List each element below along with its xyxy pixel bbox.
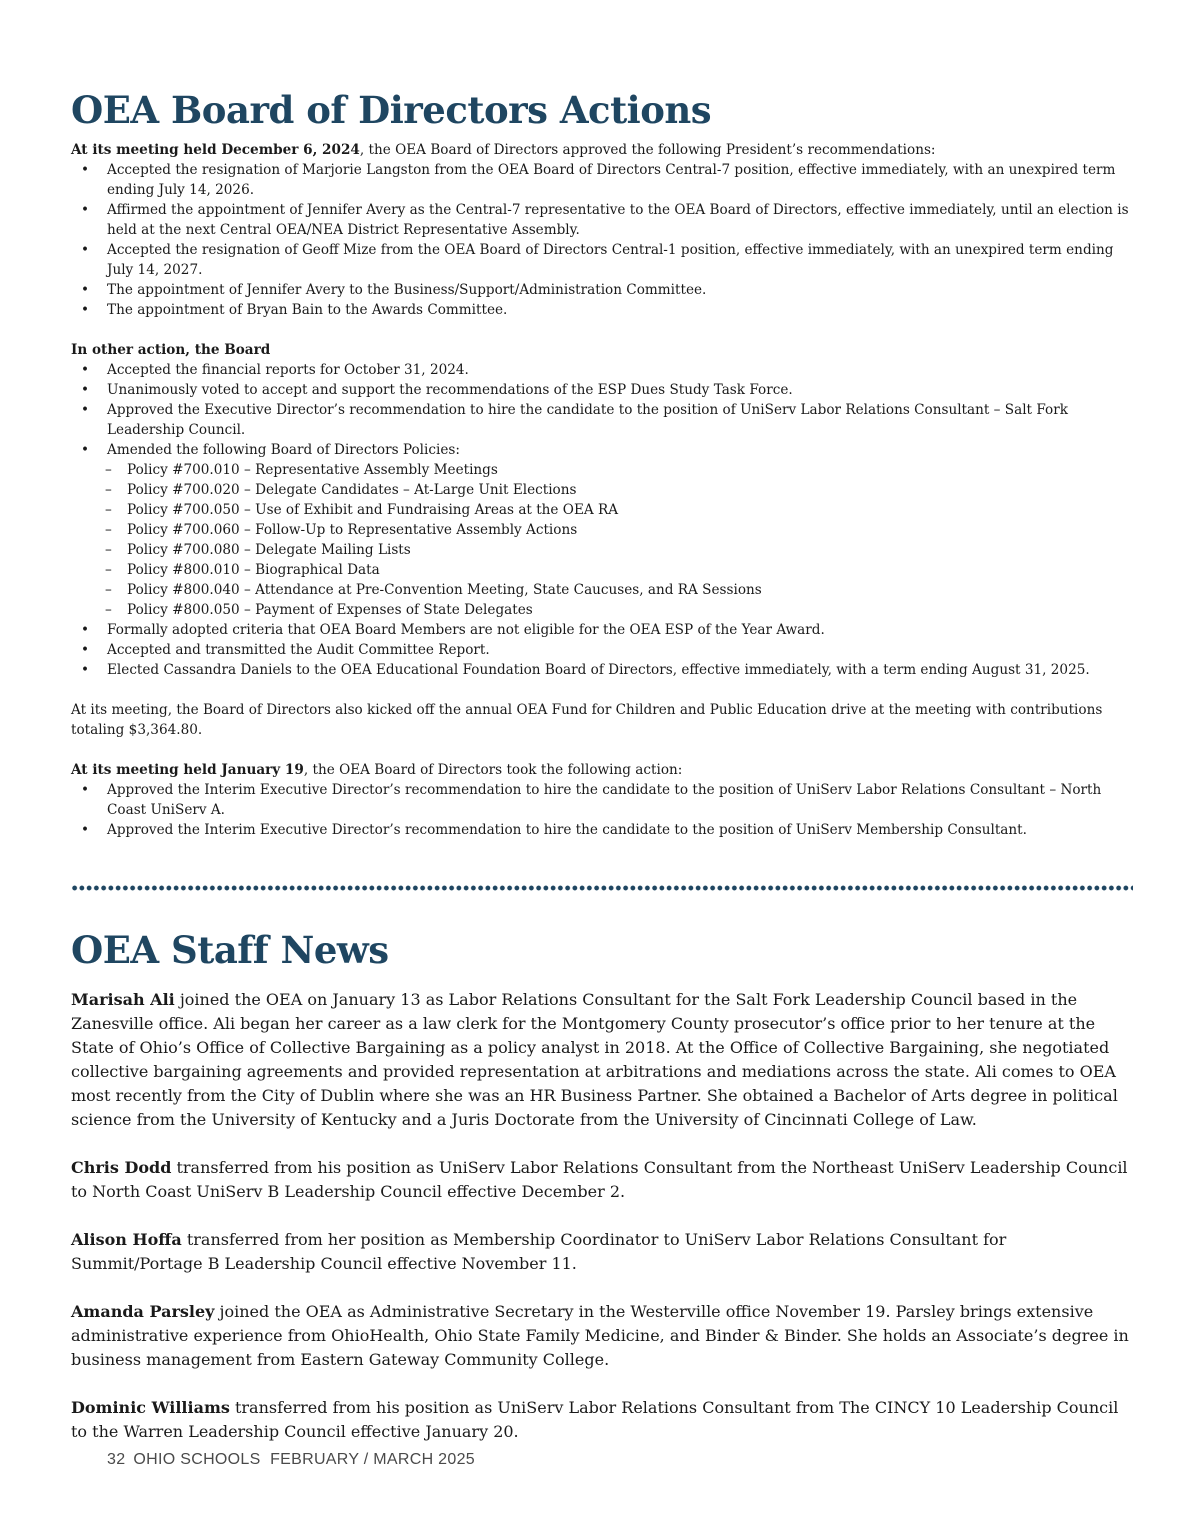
staff-text: transferred from his position as UniServ Labor Relations Consultant from The CINCY 10 Leadership Council to the Warren Leadership Council effective January 20.	[71, 1398, 1119, 1441]
december-meeting-date: At its meeting held December 6, 2024	[71, 142, 360, 158]
january-meeting-intro	[71, 760, 1133, 780]
january-meeting-intro-text: , the OEA Board of Directors took the following action:	[303, 762, 683, 778]
december-meeting-intro	[71, 140, 1133, 160]
staff-entry	[71, 1300, 1133, 1372]
page-number: 32	[107, 1451, 126, 1468]
staff-name: Marisah Ali	[71, 990, 175, 1009]
january-meeting-date: At its meeting held January 19	[71, 762, 304, 778]
staff-entry	[71, 1396, 1133, 1444]
staff-text: transferred from his position as UniServ Labor Relations Consultant from the Northeast UniServ Leadership Council to North Coast UniServ B Leadership Council effective December 2.	[71, 1158, 1128, 1201]
policy-item: – Policy #700.050 – Use of Exhibit and Fundraising Areas at the OEA RA	[71, 500, 1133, 520]
list-item: • Accepted the resignation of Geoff Mize from the OEA Board of Directors Central-1 position, effective immediately, with an unexpired term ending July 14, 2027.	[71, 240, 1133, 280]
list-item: • Approved the Executive Director’s recommendation to hire the candidate to the position of UniServ Labor Relations Consultant – Salt Fork Leadership Council.	[71, 400, 1133, 440]
dotted-divider	[71, 885, 1133, 891]
january-actions-list	[71, 780, 1133, 840]
list-item: • Unanimously voted to accept and support the recommendations of the ESP Dues Study Task Force.	[71, 380, 1133, 400]
policy-item: – Policy #800.040 – Attendance at Pre-Convention Meeting, State Caucuses, and RA Sessions	[71, 580, 1133, 600]
policy-item: – Policy #800.010 – Biographical Data	[71, 560, 1133, 580]
board-actions-body	[71, 140, 1133, 840]
policy-item: – Policy #700.010 – Representative Assembly Meetings	[71, 460, 1133, 480]
recommendations-list	[71, 160, 1133, 320]
staff-entry	[71, 988, 1133, 1132]
list-item: • Accepted the financial reports for October 31, 2024.	[71, 360, 1133, 380]
staff-news-title: OEA Staff News	[71, 928, 389, 972]
staff-text: joined the OEA on January 13 as Labor Relations Consultant for the Salt Fork Leadership Council based in the Zanesville office. Ali began her career as a law clerk for the Montgomery County prosecutor’s office prior to her tenure at the State of Ohio’s Office of Collective Bargaining as a policy analyst in 2018. At the Office of Collective Bargaining, she negotiated collective bargaining agreements and provided representation at arbitrations and mediations across the state. Ali comes to OEA most recently from the City of Dublin where she was an HR Business Partner. She obtained a Bachelor of Arts degree in political science from the University of Kentucky and a Juris Doctorate from the University of Cincinnati College of Law.	[71, 990, 1118, 1129]
list-item: • Accepted and transmitted the Audit Committee Report.	[71, 640, 1133, 660]
policy-item: – Policy #700.020 – Delegate Candidates – At-Large Unit Elections	[71, 480, 1133, 500]
other-action-heading: In other action, the Board	[71, 342, 271, 358]
staff-name: Alison Hoffa	[71, 1230, 182, 1249]
publication-info: OHIO SCHOOLS FEBRUARY / MARCH 2025	[133, 1451, 475, 1468]
list-item: • Affirmed the appointment of Jennifer Avery as the Central-7 representative to the OEA Board of Directors, effective immediately, until an election is held at the next Central OEA/NEA District Representative Assembly.	[71, 200, 1133, 240]
staff-name: Dominic Williams	[71, 1398, 230, 1417]
staff-text: joined the OEA as Administrative Secretary in the Westerville office November 19. Parsley brings extensive administrative experience from OhioHealth, Ohio State Family Medicine, and Binder & Binder. She holds an Associate’s degree in business management from Eastern Gateway Community College.	[71, 1302, 1129, 1369]
staff-name: Chris Dodd	[71, 1158, 172, 1177]
list-item: • The appointment of Jennifer Avery to the Business/Support/Administration Committee.	[71, 280, 1133, 300]
staff-text: transferred from her position as Membership Coordinator to UniServ Labor Relations Consultant for Summit/Portage B Leadership Council effective November 11.	[71, 1230, 1007, 1273]
staff-entry	[71, 1228, 1133, 1276]
list-item: • Elected Cassandra Daniels to the OEA Educational Foundation Board of Directors, effective immediately, with a term ending August 31, 2025.	[71, 660, 1133, 680]
board-actions-title: OEA Board of Directors Actions	[71, 88, 712, 132]
list-item: • Approved the Interim Executive Director’s recommendation to hire the candidate to the position of UniServ Labor Relations Consultant – North Coast UniServ A.	[71, 780, 1133, 820]
policies-intro: Amended the following Board of Directors Policies:	[107, 442, 460, 458]
page-footer	[107, 1451, 483, 1469]
staff-news-body	[71, 988, 1133, 1468]
other-action-list	[71, 360, 1133, 680]
policies-list-item	[71, 440, 1133, 620]
list-item: • Formally adopted criteria that OEA Board Members are not eligible for the OEA ESP of the Year Award.	[71, 620, 1133, 640]
list-item: • Accepted the resignation of Marjorie Langston from the OEA Board of Directors Central-7 position, effective immediately, with an unexpired term ending July 14, 2026.	[71, 160, 1133, 200]
december-meeting-intro-text: , the OEA Board of Directors approved the following President’s recommendations:	[359, 142, 936, 158]
policy-item: – Policy #800.050 – Payment of Expenses of State Delegates	[71, 600, 1133, 620]
fund-paragraph: At its meeting, the Board of Directors also kicked off the annual OEA Fund for Children and Public Education drive at the meeting with contributions totaling $3,364.80.	[71, 702, 1103, 738]
list-item: • Approved the Interim Executive Director’s recommendation to hire the candidate to the position of UniServ Membership Consultant.	[71, 820, 1133, 840]
policy-item: – Policy #700.060 – Follow-Up to Representative Assembly Actions	[71, 520, 1133, 540]
staff-name: Amanda Parsley	[71, 1302, 215, 1321]
list-item: • The appointment of Bryan Bain to the Awards Committee.	[71, 300, 1133, 320]
staff-entry	[71, 1156, 1133, 1204]
policies-list	[71, 460, 1133, 620]
policy-item: – Policy #700.080 – Delegate Mailing Lists	[71, 540, 1133, 560]
